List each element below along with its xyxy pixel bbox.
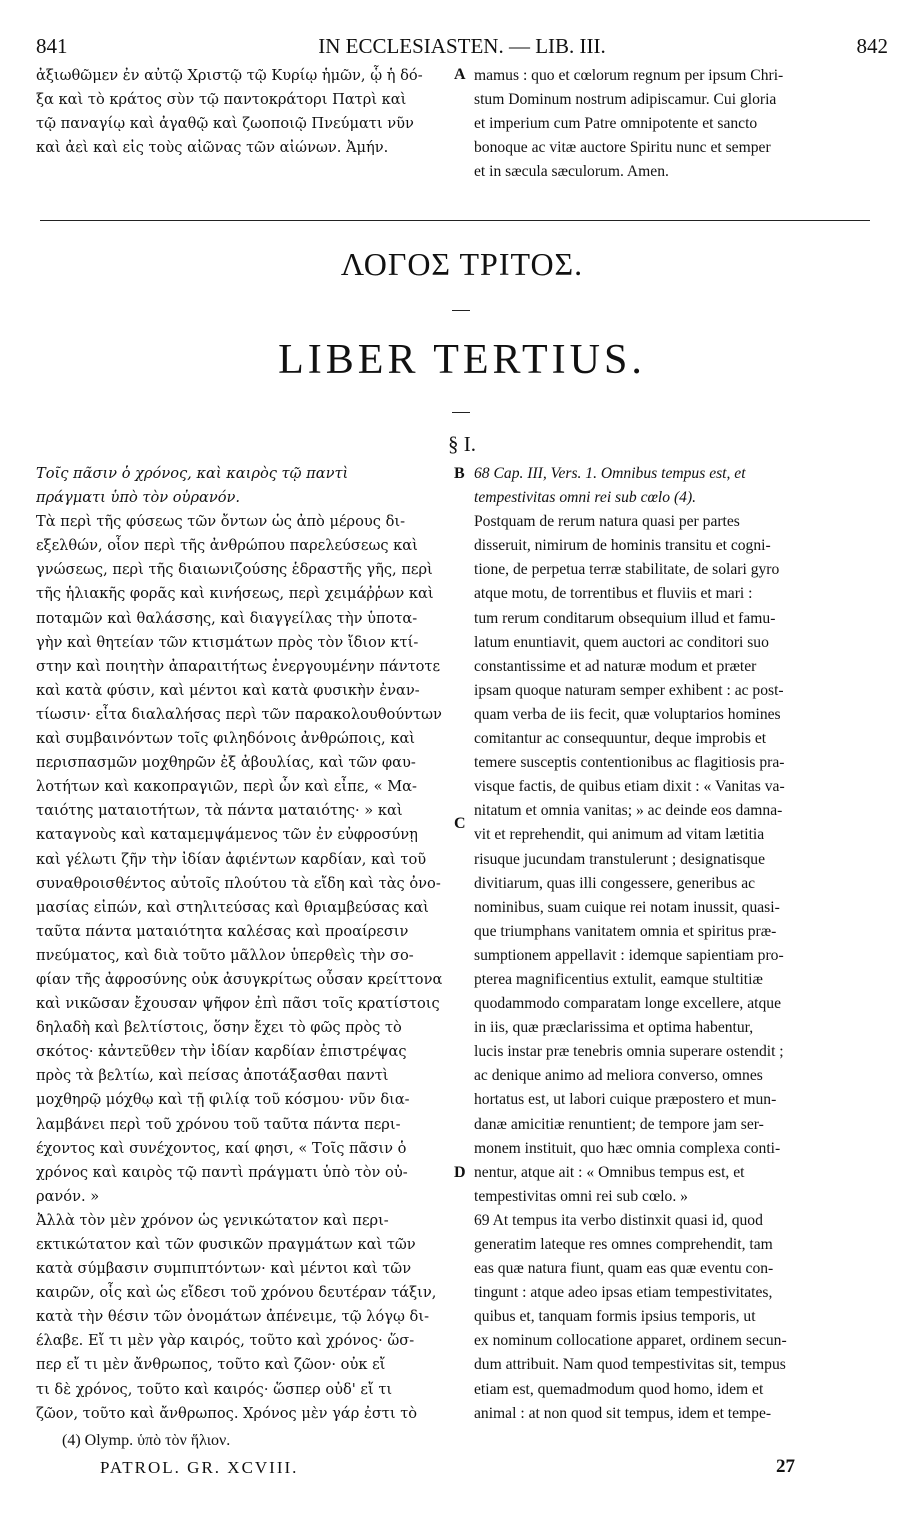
text-line: vit et reprehendit, qui animum ad vitam lætitia	[474, 826, 765, 844]
section-divider	[40, 220, 870, 221]
text-line: stum Dominum nostrum adipiscamur. Cui gloria	[474, 91, 777, 109]
text-line: 69 At tempus ita verbo distinxit quasi id, quod	[474, 1211, 763, 1229]
running-header	[36, 34, 888, 62]
text-line: δηλαδὴ καὶ βελτίστοις, ὅσην ἔχει τὸ φῶς πρὸς τὸ	[36, 1019, 402, 1037]
text-line: ex nominum collocatione apparet, ordinem secun-	[474, 1332, 787, 1350]
text-line: bonoque ac vitæ auctore Spiritu nunc et semper	[474, 139, 771, 157]
text-line: ζῶον, τοῦτο καὶ ἄνθρωπος. Χρόνος μὲν γάρ ἐστι τὸ	[36, 1404, 418, 1422]
text-line: tione, de perpetua terræ stabilitate, de solari gyro	[474, 561, 780, 579]
text-line: χρόνος καὶ καιρὸς τῷ παντὶ πράγματι ὑπὸ τὸν οὐ-	[36, 1163, 408, 1181]
text-line: tempestivitas omni rei sub cœlo. »	[474, 1187, 688, 1205]
text-line: γὴν καὶ θητείαν τῶν κτισμάτων πρὸς τὸν ἴδιον κτί-	[36, 633, 419, 651]
text-line: καιρῶν, οἷς καὶ ὡς εἴδεσι τοῦ χρόνου δευτέραν τάξιν,	[36, 1284, 437, 1302]
text-line: quam verba de iis fecit, quæ voluptarios homines	[474, 705, 781, 723]
text-line: hortatus est, ut labori cuique præpostero et mun-	[474, 1091, 777, 1109]
text-line: φίαν τῆς ἀφροσύνης οὐκ ἀσυγκρίτως οὖσαν κρείττονα	[36, 970, 443, 988]
text-line: etiam est, quemadmodum quod homo, idem et	[474, 1380, 764, 1398]
text-line: λαμβάνει περὶ τοῦ χρόνου τοῦ ταῦτα πάντα περι-	[36, 1115, 401, 1133]
text-line: nominibus, suam cuique rei notam inussit, quasi-	[474, 898, 780, 916]
title-dash	[452, 310, 470, 311]
text-line: λοτήτων καὶ κακοπραγιῶν, περὶ ὧν καὶ εἶπε, « Μα-	[36, 778, 417, 796]
greek-column	[36, 462, 450, 1426]
text-line: ταῦτα πάντα ματαιότητα καλέσας καὶ προαίρεσιν	[36, 922, 409, 940]
latin-book-title: LIBER TERTIUS.	[278, 337, 646, 383]
text-line: monem instituit, quo hæc omnia complexa conti-	[474, 1139, 781, 1157]
text-line: pterea magnificentius extulit, eamque stultitiæ	[474, 970, 763, 988]
text-line: τῆς ἡλιακῆς φορᾶς καὶ κινήσεως, περὶ χειμάῤῥων καὶ	[36, 585, 434, 603]
text-line: καὶ γέλωτι ζῆν τὴν ἰδίαν ἀφιέντων καρδίαν, καὶ τοῦ	[36, 850, 427, 868]
text-line: constantissime et ad naturæ modum et præter	[474, 657, 757, 675]
text-line: dum attribuit. Nam quod tempestivitas sit, tempus	[474, 1356, 786, 1374]
footer-page-number: 27	[776, 1456, 795, 1477]
text-line: temere susceptis contentionibus ac flagitiosis pra-	[474, 754, 785, 772]
text-line: έλαβε. Εἴ τι μὲν γὰρ καιρός, τοῦτο καὶ χρόνος· ὥσ-	[36, 1332, 415, 1350]
text-line: περισπασμῶν μοχθηρῶν ἐξ ἀβουλίας, καὶ τῶν φαυ-	[36, 754, 416, 772]
right-page-number: 842	[856, 34, 888, 58]
text-line: συναθροισθέντος αὐτοῖς πλούτου τὰ εἴδη καὶ τὰς ὀνο-	[36, 874, 441, 892]
text-line: τῷ παναγίῳ καὶ ἀγαθῷ καὶ ζωοποιῷ Πνεύματι νῦν	[36, 115, 414, 133]
text-line: danæ amicitiæ renuntient; de tempore jam ser-	[474, 1115, 764, 1133]
title-dash	[452, 412, 470, 413]
text-line: καὶ ἀεὶ καὶ εἰς τοὺς αἰῶνας τῶν αἰώνων. Ἀμήν.	[36, 139, 389, 157]
text-line: Ἀλλὰ τὸν μὲν χρόνον ὡς γενικώτατον καὶ περι-	[36, 1211, 389, 1229]
text-line: ποταμῶν καὶ θαλάσσης, καὶ διαγγείλας τὴν ὑποτα-	[36, 609, 418, 627]
text-line: mamus : quo et cœlorum regnum per ipsum Chri-	[474, 67, 784, 84]
text-line: latum enuntiavit, quem auctori ac conditori suo	[474, 633, 769, 651]
text-line: et in sæcula sæculorum. Amen.	[474, 163, 669, 181]
text-line: ipsam quoque naturam semper exhibent : ac post-	[474, 681, 784, 699]
column-marker-a: A	[454, 66, 466, 83]
text-line: risuque jucundam transtulerunt ; designatisque	[474, 850, 766, 868]
running-title: IN ECCLESIASTEN. — LIB. III.	[318, 34, 606, 58]
intro-latin-column	[474, 64, 888, 184]
text-line: τίωσιν· εἶτα διαλαλήσας περὶ τῶν παρακολουθούντων	[36, 705, 442, 723]
text-line: Τοῖς πᾶσιν ὁ χρόνος, καὶ καιρὸς τῷ παντὶ	[36, 465, 349, 482]
text-line: μοχθηρῷ μόχθῳ καὶ τῇ φιλίᾳ τοῦ κόσμου· νῦν δια-	[36, 1091, 410, 1109]
text-line: et imperium cum Patre omnipotente et sancto	[474, 115, 758, 133]
text-line: πράγματι ὑπὸ τὸν οὐρανόν.	[36, 489, 241, 507]
text-line: eas quæ natura fiunt, quam eas quæ eventu con-	[474, 1260, 774, 1278]
text-line: tingunt : atque adeo ipsas etiam tempestivitates,	[474, 1284, 773, 1302]
left-page-number: 841	[36, 34, 68, 58]
text-line: πνεύματος, καὶ διὰ τοῦτο μᾶλλον ὑπερθεὶς τὴν σο-	[36, 946, 414, 964]
text-line: nentur, atque ait : « Omnibus tempus est, et	[474, 1163, 745, 1181]
footer-series: PATROL. GR. XCVIII.	[100, 1458, 299, 1477]
text-line: καὶ κατὰ φύσιν, καὶ μέντοι καὶ κατὰ φυσικὴν ἐναν-	[36, 681, 420, 699]
text-line: εκτικώτατον καὶ τῶν φυσικῶν πραγμάτων καὶ τῶν	[36, 1236, 416, 1253]
text-line: disseruit, nimirum de hominis transitu et cogni-	[474, 537, 771, 555]
text-line: καὶ συμβαινόντων τοῖς φιληδόνοις ἀνθρώποις, καὶ	[36, 730, 416, 748]
text-line: πρὸς τὰ βελτίω, καὶ πείσας ἀποτάξασθαι παντὶ	[36, 1067, 389, 1085]
text-line: κατὰ σύμβασιν συμπιπτόντων· καὶ μέντοι καὶ τῶν	[36, 1260, 412, 1278]
text-line: ρανόν. »	[36, 1187, 100, 1205]
greek-book-title: ΛΟΓΟΣ ΤΡΙΤΟΣ.	[340, 246, 584, 282]
text-line: ac denique animo ad meliora converso, omnes	[474, 1067, 763, 1085]
text-line: sumptionem appellavit : idemque sapientiam pro-	[474, 946, 784, 964]
column-marker-d: D	[454, 1164, 466, 1181]
text-line: tempestivitas omni rei sub cœlo (4).	[474, 489, 697, 507]
latin-column	[474, 462, 888, 1426]
text-line: divitiarum, quas illi congessere, generibus ac	[474, 874, 756, 892]
text-line: σκότος· κἀντεῦθεν τὴν ἰδίαν καρδίαν ἐπιστρέψας	[36, 1043, 407, 1061]
footnote: (4) Olymp. ὑπὸ τὸν ἥλιον.	[62, 1432, 231, 1449]
text-line: animal : at non quod sit tempus, idem et tempe-	[474, 1404, 772, 1422]
text-line: lucis instar præ tenebris omnia superare ostendit ;	[474, 1043, 784, 1061]
text-line: atque motu, de torrentibus et fluviis et mari :	[474, 585, 753, 603]
text-line: que triumphans vanitatem omnia et spiritus præ-	[474, 922, 777, 940]
section-number: § I.	[448, 432, 476, 456]
text-line: quibus et, tanquam formis ipsius temporis, ut	[474, 1308, 756, 1326]
text-line: ξα καὶ τὸ κράτος σὺν τῷ παντοκράτορι Πατρὶ καὶ	[36, 91, 407, 109]
text-line: εξελθών, οἷον περὶ τῆς ἀνθρώπου παρελεύσεως καὶ	[36, 537, 418, 555]
text-line: 68 Cap. III, Vers. 1. Omnibus tempus est, et	[474, 465, 746, 482]
text-line: tum rerum conditarum obsequium illud et famu-	[474, 609, 776, 627]
text-line: τι δὲ χρόνος, τοῦτο καὶ καιρός· ὥσπερ οὐδ' εἴ τι	[36, 1380, 393, 1398]
column-marker-c: C	[454, 815, 466, 832]
text-line: nitatum et omnia vanitas; » ac deinde eos damna-	[474, 802, 783, 820]
text-line: generatim lateque res omnes comprehendit, tam	[474, 1236, 773, 1253]
column-marker-b: B	[454, 465, 465, 482]
text-line: ταιότης ματαιοτήτων, τὰ πάντα ματαιότης· » καὶ	[36, 802, 403, 820]
intro-greek-column	[36, 64, 450, 160]
text-line: in iis, quæ præclarissima et optima habentur,	[474, 1019, 754, 1037]
text-line: μασίας εἰπών, καὶ στηλιτεύσας καὶ θριαμβεύσας καὶ	[36, 898, 429, 916]
text-line: περ εἴ τι μὲν ἄνθρωπος, τοῦτο καὶ ζῶον· οὐκ εἴ	[36, 1356, 386, 1374]
text-line: visque factis, de quibus etiam dixit : « Vanitas va-	[474, 778, 785, 796]
text-line: quodammodo comparatam longe excellere, atque	[474, 995, 781, 1013]
text-line: ἀξιωθῶμεν ἐν αὐτῷ Χριστῷ τῷ Κυρίῳ ἡμῶν, ᾧ ἡ δό-	[36, 67, 423, 84]
text-line: έχοντος καὶ συνέχοντος, καί φησι, « Τοῖς πᾶσιν ὁ	[36, 1139, 407, 1157]
text-line: Postquam de rerum natura quasi per partes	[474, 513, 740, 531]
text-line: γνώσεως, περὶ τῆς διαιωνιζούσης ἑδραστῆς γῆς, περὶ	[36, 561, 433, 579]
text-line: comitantur ac consequuntur, deque improbis et	[474, 730, 767, 748]
text-line: στην καὶ ποιητὴν ἀπαραιτήτως ἐνεργουμένην πάντοτε	[36, 657, 441, 675]
text-line: καὶ νικῶσαν ἔχουσαν ψῆφον ἐπὶ πᾶσι τοῖς κρατίστοις	[36, 995, 440, 1013]
text-line: καταγνοὺς καὶ καταμεμψάμενος τῶν ἐν εὐφροσύνῃ	[36, 826, 418, 844]
text-line: κατὰ τὴν θέσιν τῶν ὀνομάτων ἀπένειμε, τῷ λόγῳ δι-	[36, 1308, 429, 1326]
text-line: Τὰ περὶ τῆς φύσεως τῶν ὄντων ὡς ἀπὸ μέρους δι-	[36, 513, 406, 531]
